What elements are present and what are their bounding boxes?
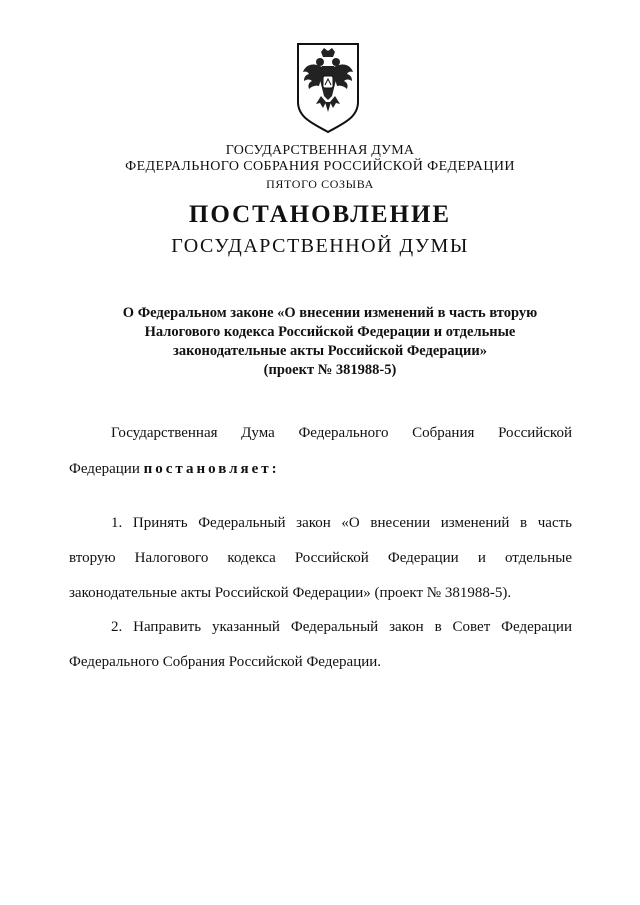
subject-line-2: Налогового кодекса Российской Федерации и отдельные (144, 324, 516, 340)
subject-line-1: О Федеральном законе «О внесении изменений в часть вторую (122, 305, 538, 321)
item-2-line-2: Федерального Собрания Российской Федерации. (69, 654, 382, 670)
document-subject (90, 304, 570, 380)
item-2-line-1: 2. Направить указанный Федеральный закон в Совет Федерации (111, 619, 572, 635)
item-1-line-2: вторую Налогового кодекса Российской Федерации и отдельные (69, 550, 572, 566)
item-1-line-1: 1. Принять Федеральный закон «О внесении изменений в часть (111, 515, 572, 531)
russian-coat-of-arms-icon (294, 40, 362, 134)
preamble-subject: Федерации (69, 461, 140, 477)
document-type-title: ПОСТАНОВЛЕНИЕ (188, 201, 452, 228)
subject-line-4: (проект № 381988-5) (263, 362, 397, 378)
preamble-line-1: Государственная Дума Федерального Собрания Российской (111, 425, 572, 441)
subject-line-3: законодательные акты Российской Федерации» (173, 343, 487, 359)
issuer-line-2: ФЕДЕРАЛЬНОГО СОБРАНИЯ РОССИЙСКОЙ ФЕДЕРАЦИИ (125, 159, 515, 174)
preamble-line-2 (69, 461, 280, 478)
item-1-line-3: законодательные акты Российской Федерации» (проект № 381988-5). (69, 585, 512, 601)
issuer-line-3: ПЯТОГО СОЗЫВА (266, 177, 374, 191)
decree-word: постановляет: (143, 461, 280, 477)
issuer-line-1: ГОСУДАРСТВЕННАЯ ДУМА (225, 143, 415, 158)
document-issuer-title: ГОСУДАРСТВЕННОЙ ДУМЫ (171, 235, 469, 257)
